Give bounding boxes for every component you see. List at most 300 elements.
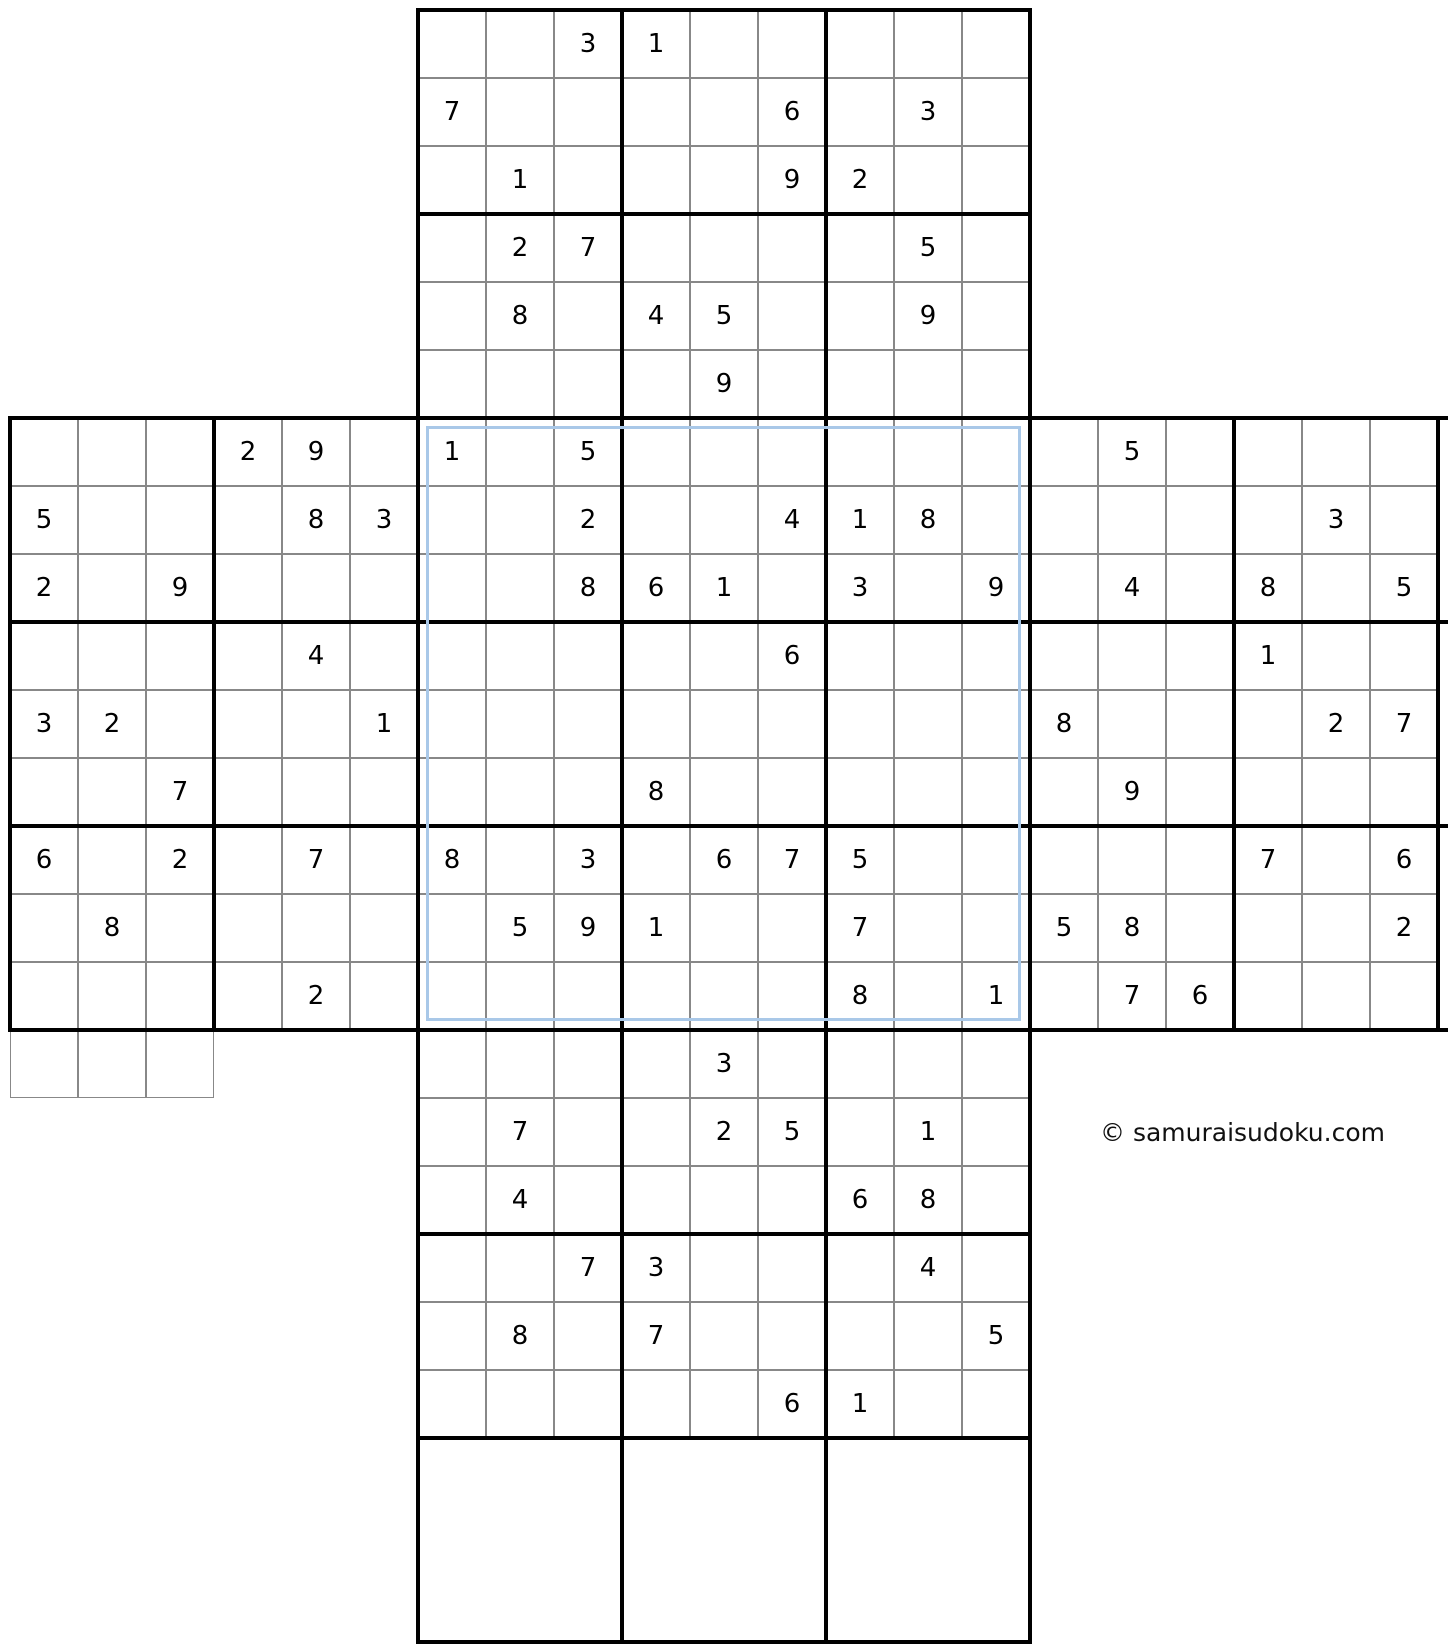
empty-cell[interactable] [826,214,894,282]
empty-cell[interactable] [622,1030,690,1098]
empty-cell[interactable] [486,350,554,418]
empty-cell[interactable] [758,350,826,418]
empty-cell[interactable] [1166,554,1234,622]
empty-cell[interactable] [826,282,894,350]
given-cell[interactable]: 8 [1030,690,1098,758]
empty-cell[interactable] [758,10,826,78]
empty-cell[interactable] [1234,418,1302,486]
empty-cell[interactable] [1098,826,1166,894]
empty-cell[interactable] [1030,962,1098,1030]
empty-cell[interactable] [758,214,826,282]
given-cell[interactable]: 2 [826,146,894,214]
empty-cell[interactable] [1370,962,1438,1030]
empty-cell[interactable] [826,1234,894,1302]
empty-cell[interactable] [962,1370,1030,1438]
empty-cell[interactable] [690,894,758,962]
given-cell[interactable]: 8 [282,486,350,554]
empty-cell[interactable] [554,1166,622,1234]
empty-cell[interactable] [418,1302,486,1370]
empty-cell[interactable] [418,1370,486,1438]
given-cell[interactable]: 4 [622,282,690,350]
empty-cell[interactable] [10,1030,78,1098]
empty-cell[interactable] [78,418,146,486]
given-cell[interactable]: 8 [78,894,146,962]
empty-cell[interactable] [350,826,418,894]
empty-cell[interactable] [826,758,894,826]
empty-cell[interactable] [690,690,758,758]
empty-cell[interactable] [486,10,554,78]
empty-cell[interactable] [146,690,214,758]
given-cell[interactable]: 7 [146,758,214,826]
empty-cell[interactable] [418,282,486,350]
empty-cell[interactable] [418,554,486,622]
empty-cell[interactable] [486,418,554,486]
given-cell[interactable]: 6 [758,78,826,146]
given-cell[interactable]: 9 [146,554,214,622]
empty-cell[interactable] [486,554,554,622]
empty-cell[interactable] [826,622,894,690]
empty-cell[interactable] [1166,826,1234,894]
given-cell[interactable]: 7 [758,826,826,894]
given-cell[interactable]: 6 [758,622,826,690]
empty-cell[interactable] [418,622,486,690]
empty-cell[interactable] [622,486,690,554]
empty-cell[interactable] [962,78,1030,146]
given-cell[interactable]: 9 [962,554,1030,622]
empty-cell[interactable] [554,690,622,758]
empty-cell[interactable] [282,690,350,758]
empty-cell[interactable] [78,962,146,1030]
empty-cell[interactable] [418,214,486,282]
empty-cell[interactable] [554,962,622,1030]
empty-cell[interactable] [1098,486,1166,554]
given-cell[interactable]: 2 [282,962,350,1030]
given-cell[interactable]: 6 [622,554,690,622]
empty-cell[interactable] [146,418,214,486]
empty-cell[interactable] [622,78,690,146]
empty-cell[interactable] [826,418,894,486]
empty-cell[interactable] [1370,622,1438,690]
given-cell[interactable]: 7 [554,214,622,282]
empty-cell[interactable] [1098,622,1166,690]
empty-cell[interactable] [894,1030,962,1098]
empty-cell[interactable] [350,894,418,962]
empty-cell[interactable] [10,622,78,690]
empty-cell[interactable] [894,350,962,418]
empty-cell[interactable] [146,962,214,1030]
given-cell[interactable]: 2 [146,826,214,894]
empty-cell[interactable] [486,1030,554,1098]
given-cell[interactable]: 2 [1302,690,1370,758]
given-cell[interactable]: 2 [214,418,282,486]
empty-cell[interactable] [486,486,554,554]
empty-cell[interactable] [78,486,146,554]
given-cell[interactable]: 1 [350,690,418,758]
given-cell[interactable]: 9 [690,350,758,418]
empty-cell[interactable] [418,1234,486,1302]
empty-cell[interactable] [758,282,826,350]
given-cell[interactable]: 8 [418,826,486,894]
empty-cell[interactable] [78,554,146,622]
empty-cell[interactable] [962,1030,1030,1098]
empty-cell[interactable] [894,758,962,826]
empty-cell[interactable] [1234,758,1302,826]
empty-cell[interactable] [10,418,78,486]
empty-cell[interactable] [690,78,758,146]
given-cell[interactable]: 8 [486,1302,554,1370]
empty-cell[interactable] [486,758,554,826]
empty-cell[interactable] [1166,690,1234,758]
empty-cell[interactable] [894,10,962,78]
empty-cell[interactable] [554,282,622,350]
given-cell[interactable]: 6 [1370,826,1438,894]
empty-cell[interactable] [962,1098,1030,1166]
empty-cell[interactable] [1234,486,1302,554]
empty-cell[interactable] [418,758,486,826]
given-cell[interactable]: 1 [690,554,758,622]
given-cell[interactable]: 5 [962,1302,1030,1370]
empty-cell[interactable] [758,418,826,486]
empty-cell[interactable] [962,690,1030,758]
empty-cell[interactable] [10,894,78,962]
given-cell[interactable]: 3 [826,554,894,622]
empty-cell[interactable] [690,1166,758,1234]
given-cell[interactable]: 6 [758,1370,826,1438]
empty-cell[interactable] [622,826,690,894]
empty-cell[interactable] [1030,418,1098,486]
empty-cell[interactable] [10,962,78,1030]
given-cell[interactable]: 6 [826,1166,894,1234]
empty-cell[interactable] [758,758,826,826]
given-cell[interactable]: 4 [894,1234,962,1302]
empty-cell[interactable] [894,1302,962,1370]
empty-cell[interactable] [1302,554,1370,622]
empty-cell[interactable] [1030,758,1098,826]
empty-cell[interactable] [486,622,554,690]
given-cell[interactable]: 5 [690,282,758,350]
given-cell[interactable]: 7 [418,78,486,146]
empty-cell[interactable] [554,1370,622,1438]
given-cell[interactable]: 3 [350,486,418,554]
empty-cell[interactable] [418,146,486,214]
empty-cell[interactable] [962,1234,1030,1302]
empty-cell[interactable] [826,1098,894,1166]
empty-cell[interactable] [214,554,282,622]
given-cell[interactable]: 8 [622,758,690,826]
empty-cell[interactable] [962,1166,1030,1234]
empty-cell[interactable] [962,826,1030,894]
given-cell[interactable]: 9 [894,282,962,350]
empty-cell[interactable] [622,690,690,758]
given-cell[interactable]: 3 [554,10,622,78]
empty-cell[interactable] [622,1370,690,1438]
given-cell[interactable]: 5 [1030,894,1098,962]
empty-cell[interactable] [826,1302,894,1370]
empty-cell[interactable] [554,350,622,418]
empty-cell[interactable] [894,622,962,690]
given-cell[interactable]: 3 [690,1030,758,1098]
empty-cell[interactable] [622,350,690,418]
empty-cell[interactable] [690,1370,758,1438]
empty-cell[interactable] [418,962,486,1030]
empty-cell[interactable] [690,1302,758,1370]
empty-cell[interactable] [690,486,758,554]
empty-cell[interactable] [758,894,826,962]
empty-cell[interactable] [10,758,78,826]
empty-cell[interactable] [1370,418,1438,486]
empty-cell[interactable] [894,826,962,894]
empty-cell[interactable] [690,962,758,1030]
empty-cell[interactable] [1030,622,1098,690]
empty-cell[interactable] [554,78,622,146]
empty-cell[interactable] [758,1302,826,1370]
empty-cell[interactable] [690,214,758,282]
given-cell[interactable]: 4 [1098,554,1166,622]
given-cell[interactable]: 3 [554,826,622,894]
given-cell[interactable]: 5 [1370,554,1438,622]
empty-cell[interactable] [78,758,146,826]
given-cell[interactable]: 1 [486,146,554,214]
empty-cell[interactable] [622,962,690,1030]
empty-cell[interactable] [146,486,214,554]
empty-cell[interactable] [622,214,690,282]
empty-cell[interactable] [826,690,894,758]
empty-cell[interactable] [894,418,962,486]
empty-cell[interactable] [1030,826,1098,894]
given-cell[interactable]: 1 [894,1098,962,1166]
empty-cell[interactable] [1166,622,1234,690]
empty-cell[interactable] [418,1030,486,1098]
empty-cell[interactable] [282,894,350,962]
empty-cell[interactable] [1030,486,1098,554]
empty-cell[interactable] [554,1030,622,1098]
given-cell[interactable]: 8 [554,554,622,622]
empty-cell[interactable] [486,690,554,758]
empty-cell[interactable] [1302,962,1370,1030]
empty-cell[interactable] [962,418,1030,486]
empty-cell[interactable] [1370,486,1438,554]
given-cell[interactable]: 4 [758,486,826,554]
empty-cell[interactable] [418,10,486,78]
empty-cell[interactable] [1302,622,1370,690]
given-cell[interactable]: 8 [1098,894,1166,962]
empty-cell[interactable] [78,1030,146,1098]
empty-cell[interactable] [758,690,826,758]
given-cell[interactable]: 6 [1166,962,1234,1030]
empty-cell[interactable] [622,1098,690,1166]
given-cell[interactable]: 6 [690,826,758,894]
empty-cell[interactable] [214,622,282,690]
empty-cell[interactable] [962,10,1030,78]
given-cell[interactable]: 7 [1370,690,1438,758]
empty-cell[interactable] [894,690,962,758]
empty-cell[interactable] [1166,486,1234,554]
empty-cell[interactable] [622,1166,690,1234]
empty-cell[interactable] [758,962,826,1030]
empty-cell[interactable] [826,78,894,146]
empty-cell[interactable] [1302,418,1370,486]
given-cell[interactable]: 9 [758,146,826,214]
empty-cell[interactable] [350,962,418,1030]
empty-cell[interactable] [690,146,758,214]
empty-cell[interactable] [758,1030,826,1098]
empty-cell[interactable] [486,1370,554,1438]
given-cell[interactable]: 5 [554,418,622,486]
empty-cell[interactable] [350,622,418,690]
empty-cell[interactable] [146,894,214,962]
empty-cell[interactable] [486,78,554,146]
given-cell[interactable]: 4 [282,622,350,690]
empty-cell[interactable] [350,758,418,826]
empty-cell[interactable] [418,894,486,962]
given-cell[interactable]: 3 [894,78,962,146]
empty-cell[interactable] [1302,894,1370,962]
empty-cell[interactable] [894,554,962,622]
given-cell[interactable]: 2 [1370,894,1438,962]
empty-cell[interactable] [962,894,1030,962]
given-cell[interactable]: 3 [622,1234,690,1302]
empty-cell[interactable] [418,690,486,758]
empty-cell[interactable] [486,1234,554,1302]
empty-cell[interactable] [690,418,758,486]
given-cell[interactable]: 7 [622,1302,690,1370]
given-cell[interactable]: 9 [1098,758,1166,826]
empty-cell[interactable] [486,962,554,1030]
empty-cell[interactable] [214,758,282,826]
given-cell[interactable]: 4 [486,1166,554,1234]
empty-cell[interactable] [962,146,1030,214]
empty-cell[interactable] [622,418,690,486]
given-cell[interactable]: 8 [894,486,962,554]
given-cell[interactable]: 5 [486,894,554,962]
empty-cell[interactable] [1030,554,1098,622]
empty-cell[interactable] [690,622,758,690]
given-cell[interactable]: 5 [10,486,78,554]
given-cell[interactable]: 2 [690,1098,758,1166]
given-cell[interactable]: 7 [826,894,894,962]
empty-cell[interactable] [622,146,690,214]
empty-cell[interactable] [758,554,826,622]
given-cell[interactable]: 1 [418,418,486,486]
empty-cell[interactable] [1098,690,1166,758]
given-cell[interactable]: 2 [486,214,554,282]
given-cell[interactable]: 3 [10,690,78,758]
empty-cell[interactable] [894,1370,962,1438]
empty-cell[interactable] [894,962,962,1030]
empty-cell[interactable] [894,894,962,962]
empty-cell[interactable] [1234,962,1302,1030]
empty-cell[interactable] [418,486,486,554]
given-cell[interactable]: 2 [554,486,622,554]
empty-cell[interactable] [214,962,282,1030]
empty-cell[interactable] [758,1166,826,1234]
empty-cell[interactable] [962,214,1030,282]
empty-cell[interactable] [214,826,282,894]
empty-cell[interactable] [78,622,146,690]
empty-cell[interactable] [894,146,962,214]
empty-cell[interactable] [1166,758,1234,826]
given-cell[interactable]: 1 [622,10,690,78]
given-cell[interactable]: 5 [894,214,962,282]
given-cell[interactable]: 5 [826,826,894,894]
empty-cell[interactable] [962,350,1030,418]
given-cell[interactable]: 1 [622,894,690,962]
given-cell[interactable]: 6 [10,826,78,894]
empty-cell[interactable] [1234,894,1302,962]
empty-cell[interactable] [350,554,418,622]
empty-cell[interactable] [554,758,622,826]
empty-cell[interactable] [962,758,1030,826]
given-cell[interactable]: 5 [1098,418,1166,486]
given-cell[interactable]: 2 [10,554,78,622]
given-cell[interactable]: 8 [1234,554,1302,622]
given-cell[interactable]: 7 [1098,962,1166,1030]
given-cell[interactable]: 8 [826,962,894,1030]
empty-cell[interactable] [486,826,554,894]
empty-cell[interactable] [418,1098,486,1166]
empty-cell[interactable] [758,1234,826,1302]
given-cell[interactable]: 7 [486,1098,554,1166]
given-cell[interactable]: 2 [78,690,146,758]
empty-cell[interactable] [418,1166,486,1234]
given-cell[interactable]: 1 [826,1370,894,1438]
empty-cell[interactable] [214,894,282,962]
empty-cell[interactable] [690,1234,758,1302]
empty-cell[interactable] [1370,758,1438,826]
empty-cell[interactable] [826,10,894,78]
empty-cell[interactable] [826,350,894,418]
empty-cell[interactable] [214,486,282,554]
given-cell[interactable]: 9 [554,894,622,962]
empty-cell[interactable] [282,758,350,826]
empty-cell[interactable] [962,282,1030,350]
empty-cell[interactable] [962,622,1030,690]
empty-cell[interactable] [690,758,758,826]
empty-cell[interactable] [214,690,282,758]
empty-cell[interactable] [1234,690,1302,758]
given-cell[interactable]: 3 [1302,486,1370,554]
given-cell[interactable]: 7 [282,826,350,894]
given-cell[interactable]: 8 [486,282,554,350]
empty-cell[interactable] [146,622,214,690]
empty-cell[interactable] [146,1030,214,1098]
empty-cell[interactable] [1166,418,1234,486]
empty-cell[interactable] [78,826,146,894]
given-cell[interactable]: 5 [758,1098,826,1166]
empty-cell[interactable] [282,554,350,622]
empty-cell[interactable] [418,350,486,418]
given-cell[interactable]: 9 [282,418,350,486]
empty-cell[interactable] [826,1030,894,1098]
given-cell[interactable]: 7 [1234,826,1302,894]
empty-cell[interactable] [1166,894,1234,962]
empty-cell[interactable] [554,1302,622,1370]
given-cell[interactable]: 7 [554,1234,622,1302]
empty-cell[interactable] [554,1098,622,1166]
given-cell[interactable]: 1 [1234,622,1302,690]
given-cell[interactable]: 1 [962,962,1030,1030]
empty-cell[interactable] [1302,758,1370,826]
given-cell[interactable]: 8 [894,1166,962,1234]
empty-cell[interactable] [622,622,690,690]
empty-cell[interactable] [1302,826,1370,894]
empty-cell[interactable] [962,486,1030,554]
empty-cell[interactable] [554,622,622,690]
empty-cell[interactable] [554,146,622,214]
empty-cell[interactable] [350,418,418,486]
empty-cell[interactable] [690,10,758,78]
given-cell[interactable]: 1 [826,486,894,554]
